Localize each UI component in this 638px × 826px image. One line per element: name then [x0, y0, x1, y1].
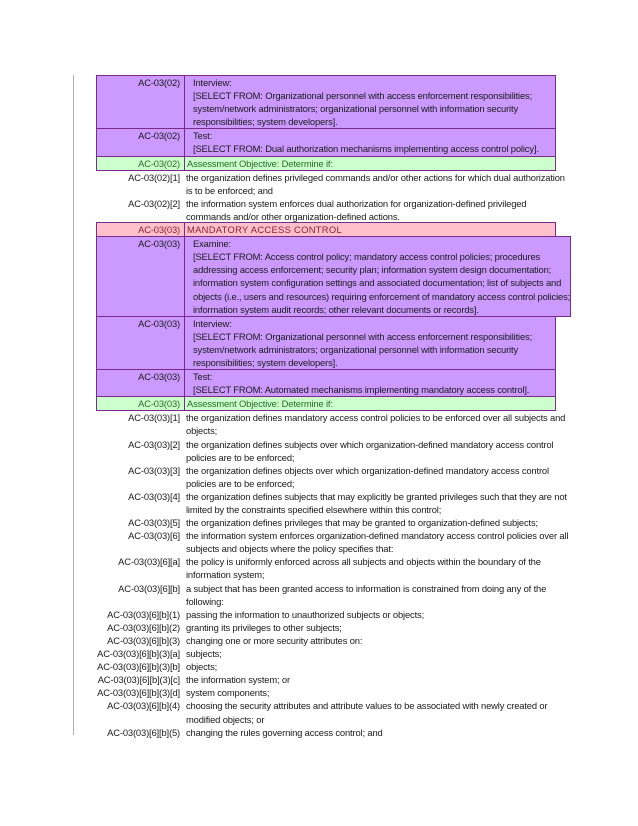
text-line: changing the rules governing access control; and [186, 726, 383, 738]
table-row [96, 129, 556, 156]
text-line: Interview: [193, 77, 232, 88]
control-text [184, 396, 556, 411]
control-text [184, 236, 571, 317]
control-text [184, 529, 568, 555]
text-line: system/network administrators; organizational personnel with information security [193, 343, 518, 355]
table-row [96, 317, 556, 370]
control-text [184, 673, 556, 686]
control-id: AC-03(03)[6][b](1) [107, 608, 180, 620]
table-row [96, 529, 569, 555]
text-line: information system configuration settings and associated documentation; list of subjects and [193, 277, 562, 289]
text-line: responsibilities; system developers]. [193, 116, 338, 128]
text-line: the information system; or [186, 674, 290, 686]
control-text [184, 555, 556, 581]
control-id: AC-03(03)[6][b](3) [107, 634, 180, 646]
control-text [184, 222, 556, 237]
text-line: objects (i.e., users and resources) requiring enforcement of mandatory access control policies; [193, 290, 571, 302]
text-line: Test: [193, 371, 213, 383]
table-row [96, 634, 556, 647]
text-line: [SELECT FROM: Organizational personnel with access enforcement responsibilities; [193, 330, 533, 342]
control-id: AC-03(03)[3] [128, 464, 180, 476]
control-id: AC-03(03)[6][b] [118, 582, 180, 594]
control-id: AC-03(03) [96, 222, 184, 237]
text-line: policies are to be enforced; [186, 477, 295, 489]
table-row [96, 686, 556, 699]
control-text [184, 411, 565, 437]
text-line: the organization defines subjects that may explicitly be granted privileges such that they are not [186, 490, 567, 502]
control-id: AC-03(03)[6][b](3)[b] [97, 661, 180, 673]
text-line: is to be enforced; and [186, 184, 273, 196]
control-id: AC-03(03)[4] [128, 490, 180, 502]
table-row [96, 171, 565, 197]
table-row [96, 660, 556, 673]
text-line: the organization defines mandatory access control policies to be enforced over all subjects and [186, 412, 566, 424]
table-row [96, 223, 556, 237]
control-text [184, 621, 556, 634]
text-line: a subject that has been granted access to information is constrained from doing any of the [186, 582, 547, 594]
text-line: objects; [186, 425, 218, 437]
control-id: AC-03(02) [96, 128, 184, 156]
table-row [96, 197, 556, 223]
text-line: information system audit records; other relevant documents or records]. [193, 303, 479, 315]
text-line: Assessment Objective: Determine if: [187, 398, 333, 410]
control-id: AC-03(03) [96, 316, 184, 370]
control-text [184, 490, 567, 516]
text-line: addressing access enforcement; security plan; information system design documentation; [193, 264, 552, 276]
control-text [184, 316, 556, 370]
text-line: the organization defines privileges that may be granted to organization-defined subjects; [186, 517, 538, 529]
table-row [96, 647, 556, 660]
text-line: subjects; [186, 648, 222, 660]
control-text [184, 608, 556, 621]
control-id: AC-03(03)[6][b](3)[a] [97, 648, 180, 660]
control-id: AC-03(03)[6][b](4) [107, 700, 180, 712]
table-row [96, 555, 556, 581]
control-id: AC-03(03)[6][a] [118, 556, 180, 568]
control-id: AC-03(03) [96, 369, 184, 397]
table-row [96, 490, 567, 516]
control-text [184, 128, 556, 156]
control-text [184, 75, 556, 129]
control-id: AC-03(02) [96, 75, 184, 129]
text-line: system components; [186, 687, 270, 699]
control-text [184, 464, 556, 490]
control-id: AC-03(03)[6][b](3)[d] [97, 687, 180, 699]
control-id: AC-03(03) [96, 236, 184, 317]
text-line: the policy is uniformly enforced across all subjects and objects within the boundary of the [186, 556, 541, 568]
control-text [184, 647, 556, 660]
table-row [96, 397, 556, 411]
table-row [96, 370, 556, 397]
control-id: AC-03(03)[1] [128, 412, 180, 424]
text-line: MANDATORY ACCESS CONTROL [187, 224, 342, 236]
control-id: AC-03(03)[6][b](3)[c] [97, 674, 180, 686]
table-row [96, 699, 556, 725]
text-line: Interview: [193, 317, 232, 329]
control-text [184, 171, 565, 197]
control-text [184, 156, 556, 171]
control-text [184, 516, 556, 529]
control-text [184, 699, 556, 725]
text-line: responsibilities; system developers]. [193, 356, 338, 368]
table-row [96, 673, 556, 686]
table-row [96, 516, 556, 529]
table-row [96, 464, 556, 490]
control-id: AC-03(02) [96, 156, 184, 171]
control-id: AC-03(02)[1] [128, 171, 180, 183]
control-id: AC-03(03)[6] [128, 530, 180, 542]
text-line: information system; [186, 569, 265, 581]
text-line: commands and/or other organization-defined actions. [186, 210, 400, 222]
text-line: following: [186, 595, 224, 607]
control-id: AC-03(03)[5] [128, 517, 180, 529]
text-line: subjects and objects where the policy specifies that: [186, 543, 394, 555]
text-line: modified objects; or [186, 713, 265, 725]
text-line: choosing the security attributes and attribute values to be associated with newly created or [186, 700, 548, 712]
text-line: the organization defines subjects over which organization-defined mandatory access control [186, 438, 554, 450]
text-line: granting its privileges to other subjects; [186, 621, 342, 633]
table-row [96, 621, 556, 634]
control-id: AC-03(02)[2] [128, 197, 180, 209]
text-line: the organization defines privileged commands and/or other actions for which dual authorization [186, 171, 565, 183]
control-id: AC-03(03)[2] [128, 438, 180, 450]
table-row [96, 157, 556, 171]
table-row [96, 726, 556, 739]
control-text [184, 582, 556, 608]
control-id: AC-03(03) [96, 396, 184, 411]
control-text [184, 634, 556, 647]
text-line: Assessment Objective: Determine if: [187, 157, 333, 169]
table-row [96, 608, 556, 621]
margin-rule [73, 75, 74, 735]
text-line: the organization defines objects over which organization-defined mandatory access control [186, 464, 549, 476]
control-text [184, 438, 556, 464]
text-line: the information system enforces dual authorization for organization-defined privileged [186, 197, 527, 209]
control-id: AC-03(03)[6][b](5) [107, 726, 180, 738]
table-row [96, 411, 566, 437]
table-row [96, 438, 556, 464]
control-text [184, 369, 556, 397]
text-line: system/network administrators; organizational personnel with information security [193, 103, 518, 115]
table-row [96, 237, 571, 317]
table-row [96, 76, 556, 129]
control-text [184, 686, 556, 699]
text-line: [SELECT FROM: Automated mechanisms implementing mandatory access control]. [193, 384, 530, 396]
text-line: [SELECT FROM: Organizational personnel with access enforcement responsibilities; [193, 90, 533, 102]
text-line: [SELECT FROM: Access control policy; mandatory access control policies; procedures [193, 251, 541, 263]
table-row [96, 582, 556, 608]
assessment-table [96, 76, 571, 739]
text-line: the information system enforces organization-defined mandatory access control policies over all [186, 530, 569, 542]
control-text [184, 197, 556, 223]
control-id: AC-03(03)[6][b](2) [107, 621, 180, 633]
control-text [184, 726, 556, 739]
text-line: [SELECT FROM: Dual authorization mechanisms implementing access control policy]. [193, 143, 539, 155]
control-text [184, 660, 556, 673]
text-line: Test: [193, 130, 213, 142]
text-line: limited by the constraints specified elsewhere within this control; [186, 504, 442, 515]
text-line: changing one or more security attributes on: [186, 634, 363, 646]
text-line: objects; [186, 661, 218, 673]
text-line: passing the information to unauthorized subjects or objects; [186, 608, 425, 620]
text-line: policies are to be enforced; [186, 451, 295, 463]
text-line: Examine: [193, 238, 231, 250]
